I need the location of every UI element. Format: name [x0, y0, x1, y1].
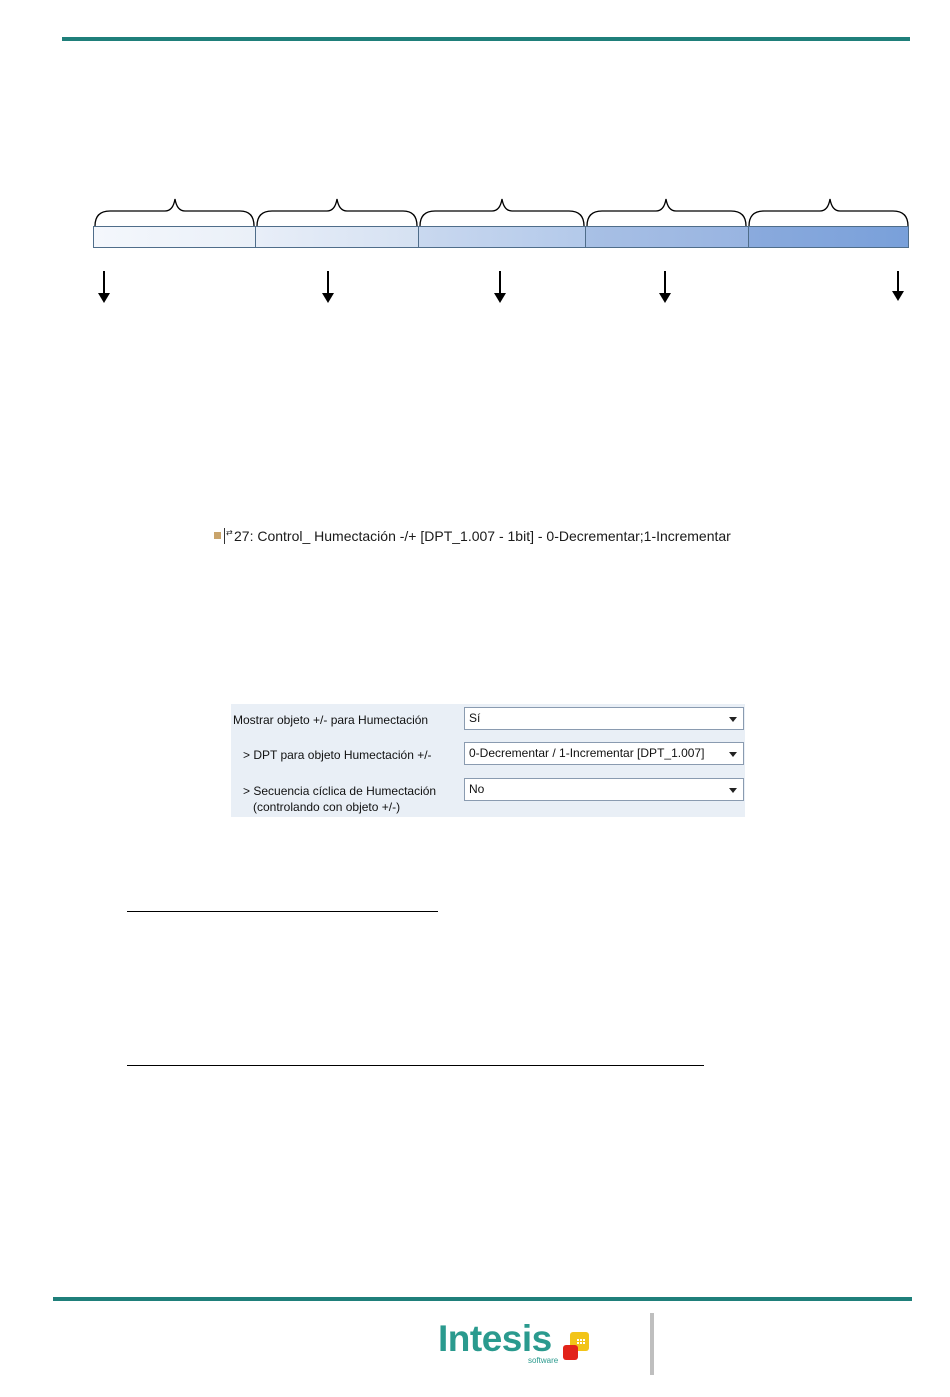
- bar-segment-1: [93, 226, 256, 248]
- chevron-down-icon: [729, 717, 737, 722]
- bar-segment-4: [585, 226, 749, 248]
- brace-5: [749, 199, 908, 226]
- settings-panel: [231, 704, 745, 817]
- object-io-icon: ⇄: [214, 528, 232, 544]
- communication-object: [214, 528, 731, 544]
- arrow-4: [664, 271, 666, 295]
- setting-label-cyclic-line1: > Secuencia cíclica de Humectación: [243, 784, 437, 798]
- footer-divider: [650, 1313, 654, 1375]
- brace-3: [420, 199, 584, 226]
- dpt-select[interactable]: [464, 742, 744, 765]
- intesis-logo: Intesis: [438, 1318, 552, 1359]
- arrow-1: [103, 271, 105, 295]
- setting-label-show-object: Mostrar objeto +/- para Humectación: [233, 713, 429, 727]
- cyclic-sequence-select[interactable]: [464, 778, 744, 801]
- dpt-value: 0-Decrementar / 1-Incrementar [DPT_1.007]: [469, 746, 705, 760]
- setting-label-dpt: > DPT para objeto Humectación +/-: [243, 748, 432, 762]
- bar-segment-2: [255, 226, 419, 248]
- show-object-value: Sí: [469, 711, 481, 725]
- brace-1: [95, 199, 254, 226]
- logo-mark-icon: [562, 1331, 592, 1365]
- footer-rule: [53, 1297, 912, 1301]
- setting-label-cyclic-line2: (controlando con objeto +/-): [253, 800, 401, 814]
- bar-segment-3: [418, 226, 586, 248]
- gradient-bar-diagram: [0, 0, 950, 320]
- heading-underline-1: [127, 911, 438, 912]
- arrow-5: [897, 271, 899, 293]
- brace-2: [257, 199, 417, 226]
- intesis-logo-sub: software: [528, 1356, 559, 1365]
- chevron-down-icon: [729, 788, 737, 793]
- brace-4: [587, 199, 746, 226]
- arrow-2: [327, 271, 329, 295]
- heading-underline-2: [127, 1065, 704, 1066]
- chevron-down-icon: [729, 752, 737, 757]
- bar-segment-5: [748, 226, 909, 248]
- arrow-3: [499, 271, 501, 295]
- braces: [95, 199, 908, 226]
- show-object-select[interactable]: [464, 707, 744, 730]
- communication-object-text: 27: Control_ Humectación -/+ [DPT_1.007 - 1bit] - 0-Decrementar;1-Incrementar: [234, 528, 731, 544]
- cyclic-sequence-value: No: [469, 782, 485, 796]
